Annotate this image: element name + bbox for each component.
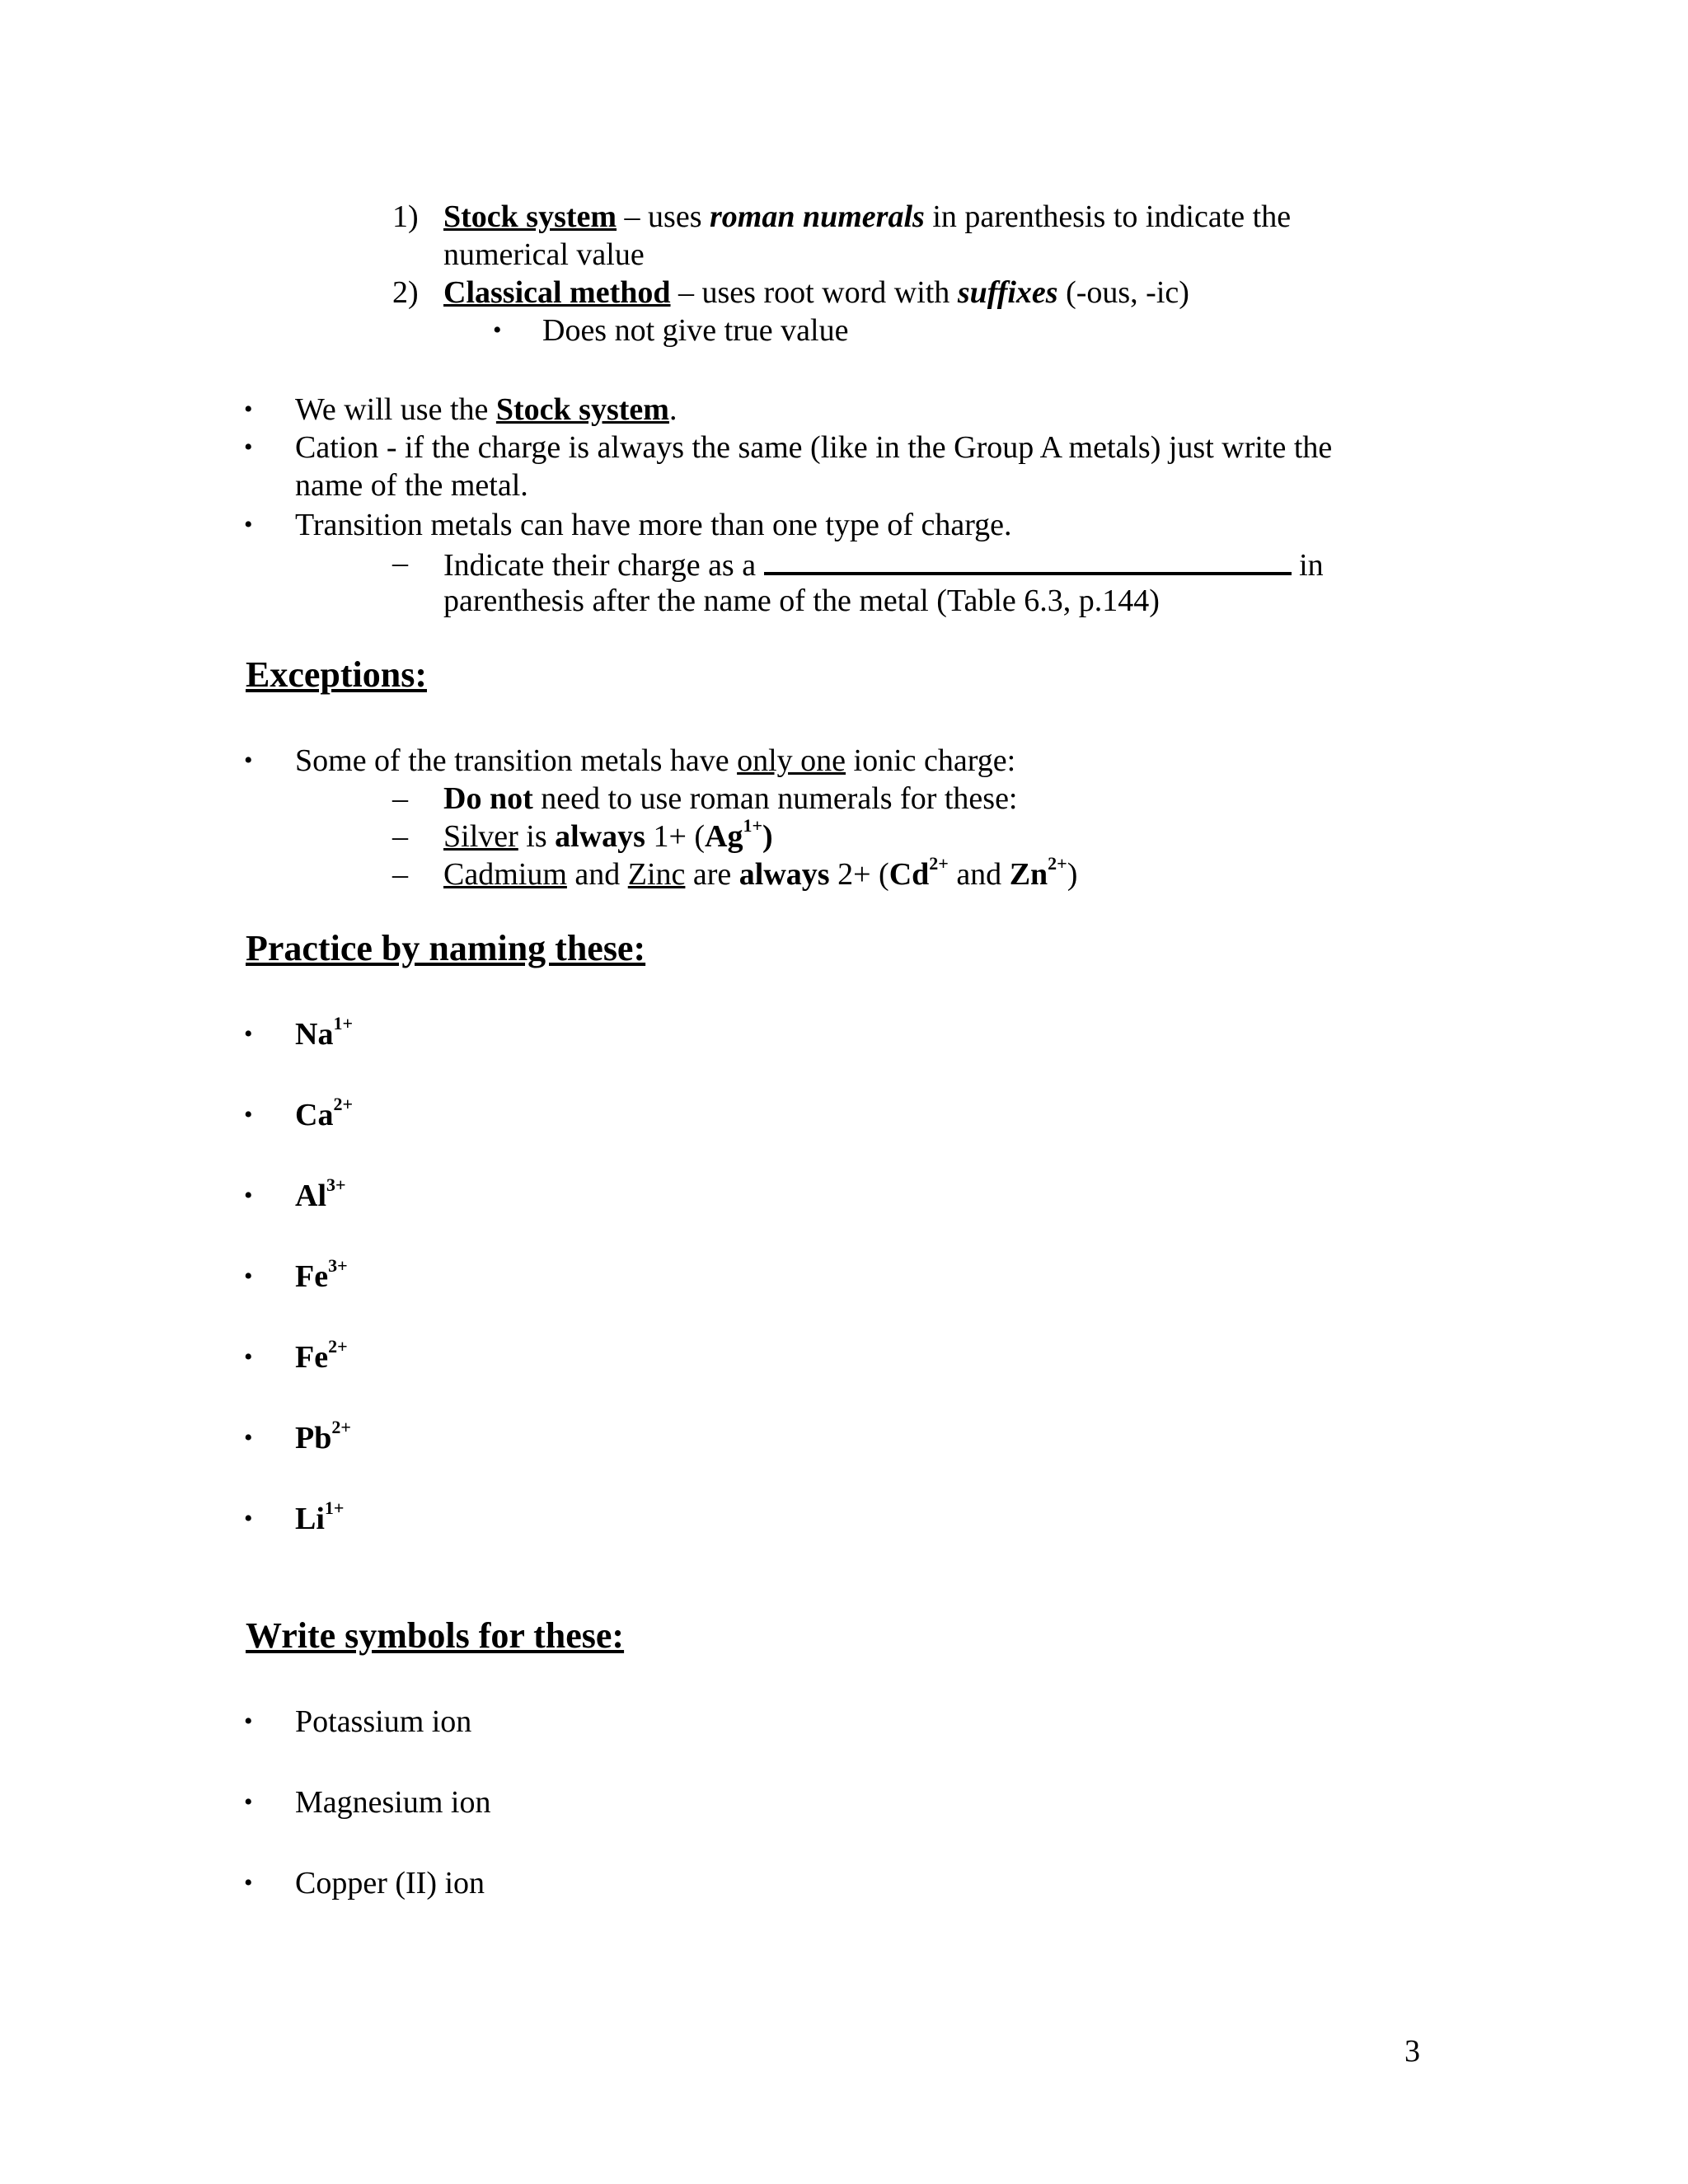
bullet: • xyxy=(244,1424,253,1451)
bullet: • xyxy=(244,1505,253,1532)
bullet: • xyxy=(244,1101,253,1128)
bullet: • xyxy=(244,747,253,774)
bullet: • xyxy=(244,1020,253,1047)
charge-blank-line: Indicate their charge as a in xyxy=(443,544,1324,584)
practice-item: $Al^{3+}$ xyxy=(295,1174,346,1213)
page-number: 3 xyxy=(1404,2034,1420,2069)
cadmium-zinc-exception: Cadmium and Zinc are always $2+ (Cd^{2+}$ and $Zn^{2+}$) xyxy=(443,853,1078,892)
bullet: • xyxy=(244,1788,253,1816)
sub-item-text: Does not give true value xyxy=(542,313,849,348)
classical-method-item: Classical method – uses root word with suffixes (-ous, -ic) xyxy=(443,275,1189,310)
stock-system-note: We will use the Stock system. xyxy=(295,392,678,427)
dash: – xyxy=(392,546,408,580)
practice-item: $Fe^{2+}$ xyxy=(295,1336,348,1375)
transition-metals-note: Transition metals can have more than one type of charge. xyxy=(295,508,1012,542)
practice-item: $Ca^{2+}$ xyxy=(295,1094,353,1132)
bullet: • xyxy=(244,1869,253,1896)
bullet: • xyxy=(244,1263,253,1290)
practice-item: $Li^{1+}$ xyxy=(295,1497,345,1536)
bullet: • xyxy=(493,316,502,344)
cation-note-cont: name of the metal. xyxy=(295,468,528,503)
charge-blank-line-cont: parenthesis after the name of the metal (Table 6.3, p.144) xyxy=(443,583,1160,618)
fill-in-blank[interactable] xyxy=(764,544,1292,575)
dash: – xyxy=(392,819,408,854)
bullet: • xyxy=(244,511,253,538)
dash: – xyxy=(392,857,408,892)
bullet: • xyxy=(244,434,253,461)
dash: – xyxy=(392,781,408,816)
practice-item: $Fe^{3+}$ xyxy=(295,1255,348,1294)
stock-system-item: Stock system – uses roman numerals in parenthesis to indicate the xyxy=(443,199,1292,234)
practice-item: $Na^{1+}$ xyxy=(295,1013,353,1052)
symbols-heading: Write symbols for these: xyxy=(246,1615,625,1656)
list-item-number: 2) xyxy=(392,275,419,310)
exceptions-sub: Do not need to use roman numerals for these: xyxy=(443,781,1018,816)
bullet: • xyxy=(244,1708,253,1735)
silver-exception: Silver is always $1+ (Ag^{1+})$ xyxy=(443,815,773,854)
symbol-item: Potassium ion xyxy=(295,1704,472,1739)
cation-note: Cation - if the charge is always the same (like in the Group A metals) just write the xyxy=(295,430,1333,465)
stock-system-item-cont: numerical value xyxy=(443,237,645,272)
bullet: • xyxy=(244,1182,253,1209)
exceptions-heading: Exceptions: xyxy=(246,654,427,695)
bullet: • xyxy=(244,396,253,423)
practice-heading: Practice by naming these: xyxy=(246,928,646,968)
bullet: • xyxy=(244,1343,253,1371)
practice-item: $Pb^{2+}$ xyxy=(295,1417,351,1455)
exceptions-item: Some of the transition metals have only one ionic charge: xyxy=(295,743,1016,778)
symbol-item: Magnesium ion xyxy=(295,1785,491,1820)
list-item-number: 1) xyxy=(392,199,419,234)
symbol-item: Copper (II) ion xyxy=(295,1866,485,1900)
